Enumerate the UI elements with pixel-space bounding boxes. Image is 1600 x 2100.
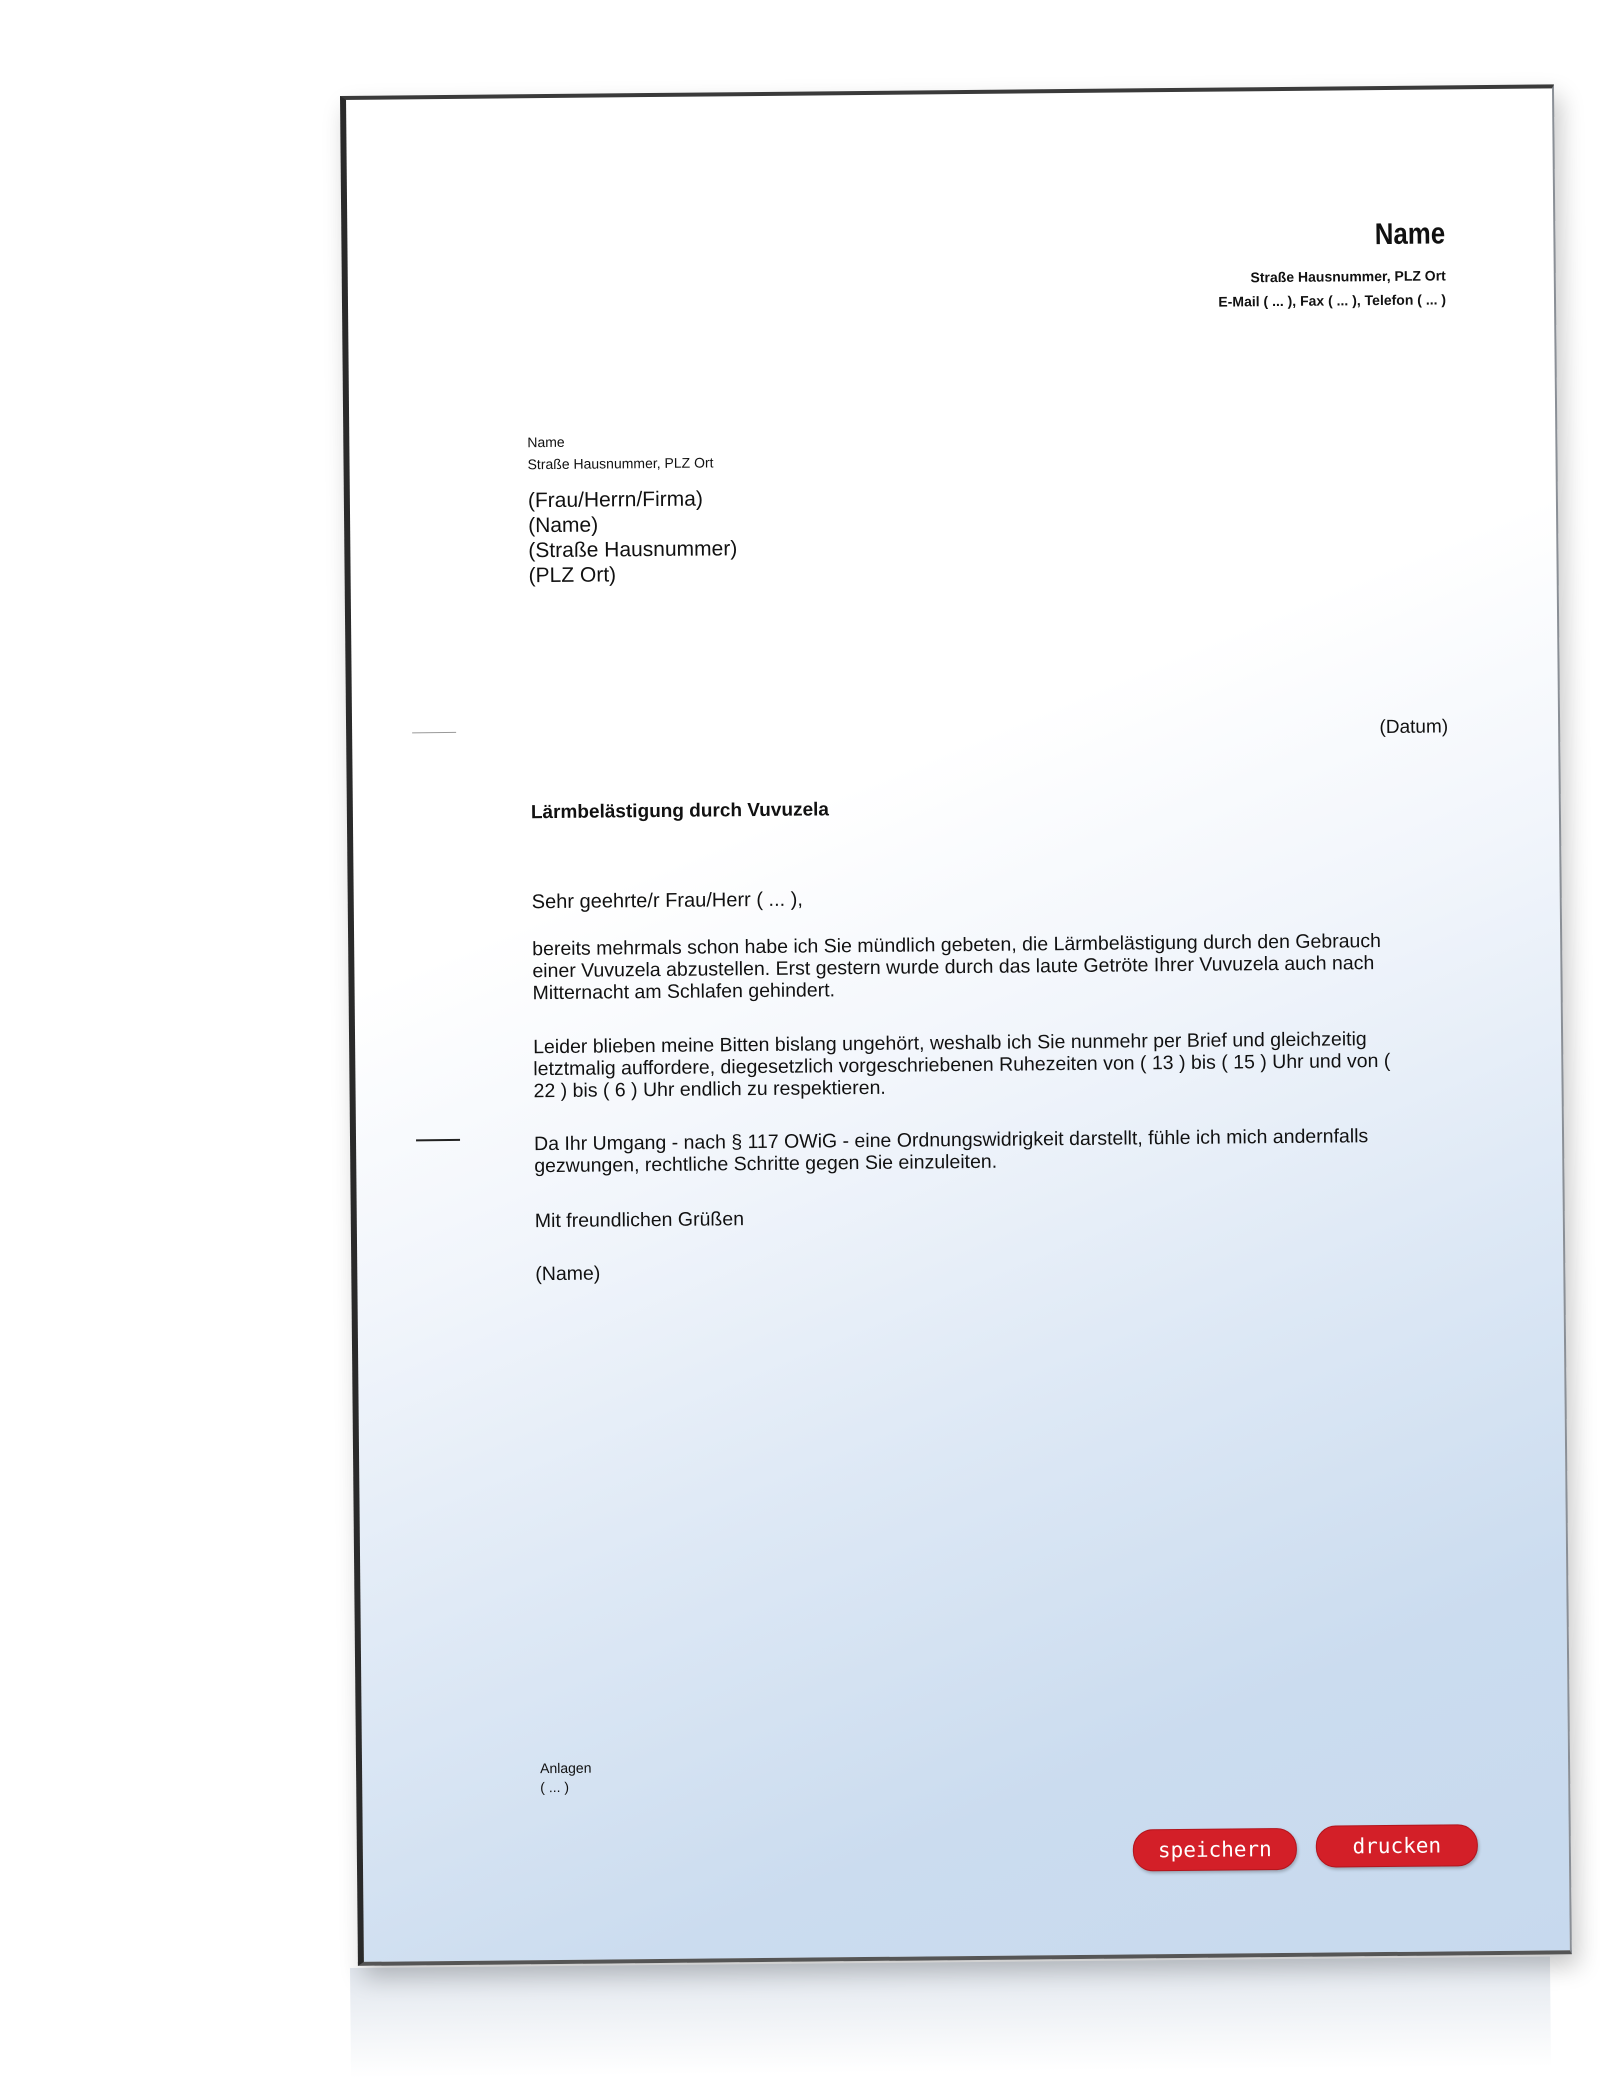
return-address-name: Name	[527, 433, 565, 451]
attachments-value: ( ... )	[540, 1778, 570, 1796]
body-paragraph-2: Leider blieben meine Bitten bislang ungehört, weshalb ich Sie nunmehr per Brief und gleichzeitig letztmalig auffordere, diegesetzlich vorgeschriebenen Ruhezeiten von ( 13 ) bis ( 15 ) Uhr und von ( 22 ) bis ( 6 ) Uhr endlich zu respektieren.	[533, 1028, 1391, 1103]
recipient-city: (PLZ Ort)	[528, 563, 617, 588]
letter-salutation: Sehr geehrte/r Frau/Herr ( ... ),	[531, 888, 804, 914]
letter-closing: Mit freundlichen Grüßen	[534, 1208, 745, 1233]
recipient-street: (Straße Hausnummer)	[528, 537, 738, 563]
letter-subject: Lärmbelästigung durch Vuvuzela	[530, 799, 830, 824]
sender-contact: E-Mail ( ... ), Fax ( ... ), Telefon ( ... )	[1218, 291, 1447, 310]
recipient-salutation-line: (Frau/Herrn/Firma)	[527, 487, 704, 513]
sender-name: Name	[1374, 217, 1446, 252]
body-paragraph-3: Da Ihr Umgang - nach § 117 OWiG - eine Ordnungswidrigkeit darstellt, fühle ich mich andernfalls gezwungen, rechtliche Schritte gegen Sie einzuleiten.	[533, 1125, 1369, 1178]
punch-mark	[416, 1139, 460, 1141]
print-button[interactable]: drucken	[1316, 1824, 1478, 1868]
letter-date: (Datum)	[1379, 716, 1449, 739]
return-address-line: Straße Hausnummer, PLZ Ort	[527, 454, 714, 473]
attachments-label: Anlagen	[539, 1759, 592, 1777]
sender-address: Straße Hausnummer, PLZ Ort	[1250, 267, 1446, 286]
fold-mark	[412, 732, 456, 733]
recipient-name: (Name)	[528, 513, 599, 538]
sheet-reflection	[350, 1956, 1551, 2078]
recipient-block	[528, 486, 738, 588]
letter-page	[340, 84, 1572, 1966]
letter-signature: (Name)	[535, 1262, 601, 1286]
body-paragraph-1: bereits mehrmals schon habe ich Sie mündlich gebeten, die Lärmbelästigung durch den Gebrauch einer Vuvuzela abzustellen. Erst gestern wurde durch das laute Getröte Ihrer Vuvuzela auch nach Mitternacht am Schlafen gehindert.	[532, 930, 1382, 1005]
save-button[interactable]: speichern	[1133, 1828, 1297, 1872]
